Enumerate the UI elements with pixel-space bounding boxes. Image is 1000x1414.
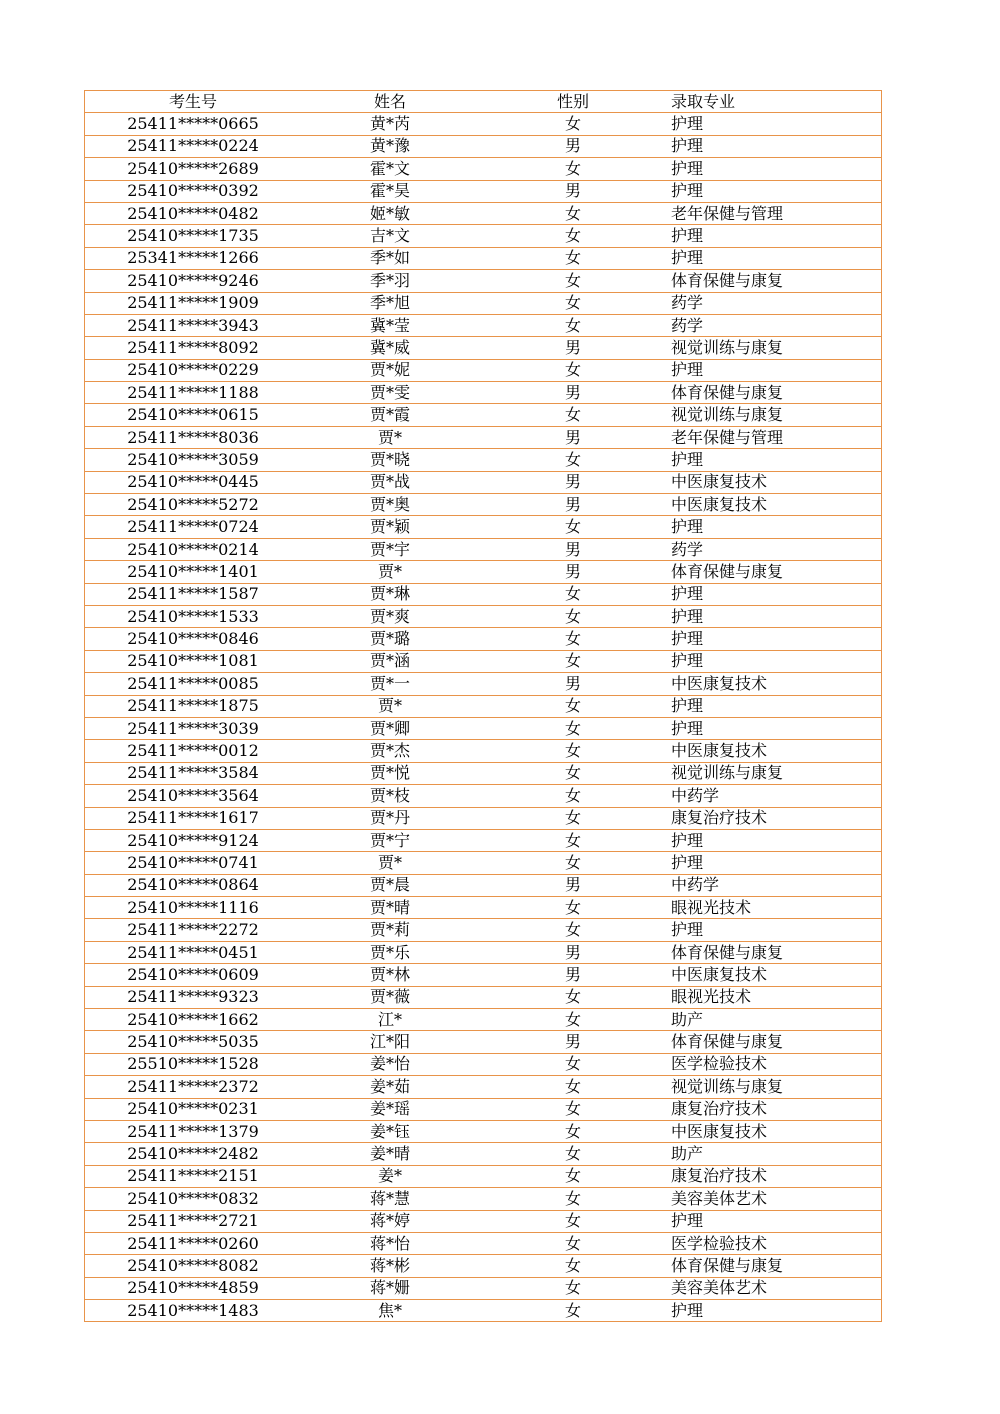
- cell-gender: 女: [479, 897, 667, 919]
- cell-exam-number: 25410*****8082: [85, 1255, 302, 1277]
- cell-major: 中医康复技术: [667, 1120, 882, 1142]
- cell-exam-number: 25410*****9246: [85, 270, 302, 292]
- table-row: [85, 1120, 882, 1142]
- cell-exam-number: 25410*****5272: [85, 494, 302, 516]
- cell-name: 贾*乐: [301, 941, 479, 963]
- cell-name: 贾*: [301, 852, 479, 874]
- cell-exam-number: 25411*****3943: [85, 314, 302, 336]
- cell-major: 护理: [667, 1300, 882, 1322]
- table-row: [85, 494, 882, 516]
- cell-major: 助产: [667, 1009, 882, 1031]
- cell-major: 视觉训练与康复: [667, 404, 882, 426]
- cell-exam-number: 25410*****5035: [85, 1031, 302, 1053]
- cell-exam-number: 25410*****1662: [85, 1009, 302, 1031]
- cell-major: 老年保健与管理: [667, 426, 882, 448]
- cell-major: 老年保健与管理: [667, 202, 882, 224]
- cell-exam-number: 25410*****2689: [85, 158, 302, 180]
- cell-major: 视觉训练与康复: [667, 762, 882, 784]
- table-row: [85, 852, 882, 874]
- table-row: [85, 225, 882, 247]
- cell-exam-number: 25411*****0451: [85, 941, 302, 963]
- cell-name: 姜*晴: [301, 1143, 479, 1165]
- table-row: [85, 941, 882, 963]
- cell-major: 中医康复技术: [667, 494, 882, 516]
- table-row: [85, 986, 882, 1008]
- table-row: [85, 1300, 882, 1322]
- table-body: [85, 113, 882, 1322]
- cell-gender: 女: [479, 762, 667, 784]
- table-row: [85, 785, 882, 807]
- cell-name: 蒋*婷: [301, 1210, 479, 1232]
- cell-name: 霍*文: [301, 158, 479, 180]
- cell-name: 贾*涵: [301, 650, 479, 672]
- cell-name: 贾*卿: [301, 717, 479, 739]
- cell-major: 眼视光技术: [667, 986, 882, 1008]
- table-row: [85, 919, 882, 941]
- table-row: [85, 202, 882, 224]
- cell-exam-number: 25411*****1379: [85, 1120, 302, 1142]
- cell-name: 贾*薇: [301, 986, 479, 1008]
- cell-gender: 女: [479, 225, 667, 247]
- cell-gender: 女: [479, 919, 667, 941]
- cell-name: 蒋*彬: [301, 1255, 479, 1277]
- cell-gender: 女: [479, 583, 667, 605]
- cell-major: 中药学: [667, 874, 882, 896]
- cell-gender: 男: [479, 1031, 667, 1053]
- cell-gender: 女: [479, 449, 667, 471]
- cell-major: 药学: [667, 314, 882, 336]
- cell-exam-number: 25410*****0214: [85, 538, 302, 560]
- cell-exam-number: 25411*****2272: [85, 919, 302, 941]
- cell-gender: 女: [479, 359, 667, 381]
- cell-name: 贾*爽: [301, 605, 479, 627]
- table-row: [85, 1210, 882, 1232]
- table-row: [85, 158, 882, 180]
- cell-name: 贾*: [301, 561, 479, 583]
- cell-gender: 女: [479, 292, 667, 314]
- cell-name: 贾*战: [301, 471, 479, 493]
- cell-exam-number: 25410*****3564: [85, 785, 302, 807]
- cell-exam-number: 25411*****3584: [85, 762, 302, 784]
- cell-name: 贾*莉: [301, 919, 479, 941]
- cell-name: 贾*一: [301, 673, 479, 695]
- cell-major: 护理: [667, 695, 882, 717]
- cell-exam-number: 25410*****0615: [85, 404, 302, 426]
- cell-exam-number: 25411*****1188: [85, 382, 302, 404]
- cell-name: 贾*: [301, 426, 479, 448]
- cell-exam-number: 25411*****0085: [85, 673, 302, 695]
- cell-exam-number: 25411*****0260: [85, 1232, 302, 1254]
- table-row: [85, 1232, 882, 1254]
- cell-name: 贾*璐: [301, 628, 479, 650]
- cell-gender: 女: [479, 1053, 667, 1075]
- cell-gender: 女: [479, 628, 667, 650]
- cell-major: 护理: [667, 449, 882, 471]
- cell-name: 贾*悦: [301, 762, 479, 784]
- cell-gender: 男: [479, 494, 667, 516]
- cell-name: 蒋*怡: [301, 1232, 479, 1254]
- table-row: [85, 628, 882, 650]
- table-row: [85, 807, 882, 829]
- cell-exam-number: 25411*****2151: [85, 1165, 302, 1187]
- cell-major: 护理: [667, 359, 882, 381]
- cell-name: 姜*钰: [301, 1120, 479, 1142]
- cell-name: 姬*敏: [301, 202, 479, 224]
- cell-major: 护理: [667, 605, 882, 627]
- table-row: [85, 740, 882, 762]
- cell-exam-number: 25411*****0665: [85, 113, 302, 135]
- cell-major: 视觉训练与康复: [667, 1076, 882, 1098]
- table-row: [85, 516, 882, 538]
- table-row: [85, 762, 882, 784]
- admission-table: [84, 90, 882, 1322]
- cell-gender: 女: [479, 158, 667, 180]
- cell-name: 季*如: [301, 247, 479, 269]
- table-row: [85, 650, 882, 672]
- cell-name: 冀*威: [301, 337, 479, 359]
- cell-major: 中医康复技术: [667, 471, 882, 493]
- cell-name: 姜*: [301, 1165, 479, 1187]
- cell-exam-number: 25411*****9323: [85, 986, 302, 1008]
- cell-gender: 女: [479, 852, 667, 874]
- cell-gender: 女: [479, 1009, 667, 1031]
- cell-major: 中医康复技术: [667, 740, 882, 762]
- cell-exam-number: 25411*****0724: [85, 516, 302, 538]
- cell-gender: 女: [479, 314, 667, 336]
- table-row: [85, 583, 882, 605]
- cell-major: 护理: [667, 247, 882, 269]
- cell-exam-number: 25510*****1528: [85, 1053, 302, 1075]
- cell-major: 护理: [667, 583, 882, 605]
- cell-major: 助产: [667, 1143, 882, 1165]
- cell-gender: 男: [479, 561, 667, 583]
- cell-major: 护理: [667, 113, 882, 135]
- cell-exam-number: 25410*****2482: [85, 1143, 302, 1165]
- header-major: 录取专业: [667, 91, 882, 113]
- cell-exam-number: 25410*****1081: [85, 650, 302, 672]
- cell-name: 贾*妮: [301, 359, 479, 381]
- cell-major: 护理: [667, 650, 882, 672]
- cell-gender: 女: [479, 516, 667, 538]
- cell-major: 药学: [667, 538, 882, 560]
- cell-exam-number: 25410*****0609: [85, 964, 302, 986]
- cell-major: 护理: [667, 628, 882, 650]
- table-row: [85, 382, 882, 404]
- table-row: [85, 561, 882, 583]
- cell-gender: 女: [479, 650, 667, 672]
- cell-name: 贾*枝: [301, 785, 479, 807]
- cell-exam-number: 25411*****8092: [85, 337, 302, 359]
- cell-major: 眼视光技术: [667, 897, 882, 919]
- table-row: [85, 1165, 882, 1187]
- table-row: [85, 717, 882, 739]
- table-row: [85, 1009, 882, 1031]
- cell-exam-number: 25410*****0741: [85, 852, 302, 874]
- cell-exam-number: 25411*****1617: [85, 807, 302, 829]
- cell-gender: 女: [479, 986, 667, 1008]
- cell-gender: 女: [479, 1210, 667, 1232]
- cell-exam-number: 25410*****0392: [85, 180, 302, 202]
- cell-gender: 女: [479, 247, 667, 269]
- cell-name: 贾*丹: [301, 807, 479, 829]
- cell-major: 护理: [667, 852, 882, 874]
- cell-exam-number: 25410*****0864: [85, 874, 302, 896]
- cell-gender: 女: [479, 785, 667, 807]
- cell-name: 贾*: [301, 695, 479, 717]
- cell-exam-number: 25410*****9124: [85, 829, 302, 851]
- cell-exam-number: 25410*****1735: [85, 225, 302, 247]
- cell-name: 贾*颖: [301, 516, 479, 538]
- cell-name: 季*羽: [301, 270, 479, 292]
- cell-name: 贾*林: [301, 964, 479, 986]
- cell-name: 江*阳: [301, 1031, 479, 1053]
- cell-name: 贾*杰: [301, 740, 479, 762]
- cell-name: 冀*莹: [301, 314, 479, 336]
- cell-name: 贾*晓: [301, 449, 479, 471]
- cell-exam-number: 25341*****1266: [85, 247, 302, 269]
- cell-name: 贾*雯: [301, 382, 479, 404]
- cell-exam-number: 25410*****1401: [85, 561, 302, 583]
- cell-name: 贾*奥: [301, 494, 479, 516]
- cell-exam-number: 25410*****1483: [85, 1300, 302, 1322]
- cell-gender: 女: [479, 1277, 667, 1299]
- cell-gender: 男: [479, 426, 667, 448]
- cell-exam-number: 25410*****0231: [85, 1098, 302, 1120]
- cell-gender: 女: [479, 695, 667, 717]
- cell-major: 中医康复技术: [667, 964, 882, 986]
- cell-exam-number: 25410*****1116: [85, 897, 302, 919]
- table-row: [85, 1031, 882, 1053]
- cell-gender: 女: [479, 1165, 667, 1187]
- cell-major: 康复治疗技术: [667, 807, 882, 829]
- table-row: [85, 874, 882, 896]
- cell-exam-number: 25410*****3059: [85, 449, 302, 471]
- cell-major: 康复治疗技术: [667, 1098, 882, 1120]
- cell-gender: 女: [479, 1255, 667, 1277]
- cell-name: 姜*茹: [301, 1076, 479, 1098]
- cell-exam-number: 25411*****1909: [85, 292, 302, 314]
- cell-name: 贾*琳: [301, 583, 479, 605]
- cell-name: 贾*晴: [301, 897, 479, 919]
- cell-gender: 男: [479, 337, 667, 359]
- cell-major: 护理: [667, 516, 882, 538]
- table-row: [85, 605, 882, 627]
- cell-exam-number: 25411*****1875: [85, 695, 302, 717]
- cell-major: 护理: [667, 135, 882, 157]
- cell-name: 贾*晨: [301, 874, 479, 896]
- cell-name: 贾*霞: [301, 404, 479, 426]
- cell-name: 季*旭: [301, 292, 479, 314]
- cell-name: 江*: [301, 1009, 479, 1031]
- cell-gender: 女: [479, 807, 667, 829]
- cell-gender: 女: [479, 1143, 667, 1165]
- cell-major: 护理: [667, 919, 882, 941]
- cell-gender: 男: [479, 673, 667, 695]
- cell-gender: 女: [479, 404, 667, 426]
- cell-exam-number: 25411*****0012: [85, 740, 302, 762]
- cell-exam-number: 25410*****0445: [85, 471, 302, 493]
- table-row: [85, 135, 882, 157]
- cell-major: 美容美体艺术: [667, 1277, 882, 1299]
- cell-major: 护理: [667, 1210, 882, 1232]
- header-exam-number: 考生号: [85, 91, 302, 113]
- table-row: [85, 1188, 882, 1210]
- cell-name: 姜*瑶: [301, 1098, 479, 1120]
- cell-gender: 女: [479, 740, 667, 762]
- cell-exam-number: 25410*****0832: [85, 1188, 302, 1210]
- table-row: [85, 270, 882, 292]
- cell-gender: 女: [479, 829, 667, 851]
- cell-gender: 女: [479, 1098, 667, 1120]
- cell-exam-number: 25411*****2721: [85, 1210, 302, 1232]
- cell-gender: 男: [479, 382, 667, 404]
- table-row: [85, 829, 882, 851]
- cell-name: 吉*文: [301, 225, 479, 247]
- table-row: [85, 292, 882, 314]
- cell-major: 体育保健与康复: [667, 382, 882, 404]
- cell-name: 姜*怡: [301, 1053, 479, 1075]
- table-row: [85, 1143, 882, 1165]
- cell-gender: 男: [479, 471, 667, 493]
- cell-gender: 女: [479, 113, 667, 135]
- cell-gender: 男: [479, 135, 667, 157]
- cell-gender: 女: [479, 1120, 667, 1142]
- cell-name: 黄*芮: [301, 113, 479, 135]
- table-row: [85, 1076, 882, 1098]
- table-row: [85, 426, 882, 448]
- cell-major: 护理: [667, 717, 882, 739]
- table-row: [85, 113, 882, 135]
- cell-exam-number: 25410*****4859: [85, 1277, 302, 1299]
- table-row: [85, 964, 882, 986]
- cell-major: 体育保健与康复: [667, 1031, 882, 1053]
- cell-gender: 女: [479, 605, 667, 627]
- cell-name: 霍*昊: [301, 180, 479, 202]
- cell-gender: 女: [479, 1076, 667, 1098]
- table-row: [85, 1053, 882, 1075]
- cell-major: 药学: [667, 292, 882, 314]
- cell-major: 护理: [667, 829, 882, 851]
- cell-major: 美容美体艺术: [667, 1188, 882, 1210]
- table-row: [85, 449, 882, 471]
- cell-major: 护理: [667, 180, 882, 202]
- cell-gender: 男: [479, 180, 667, 202]
- cell-gender: 女: [479, 270, 667, 292]
- cell-name: 贾*宁: [301, 829, 479, 851]
- cell-name: 蒋*慧: [301, 1188, 479, 1210]
- cell-exam-number: 25410*****1533: [85, 605, 302, 627]
- table-row: [85, 695, 882, 717]
- cell-name: 蒋*姗: [301, 1277, 479, 1299]
- cell-gender: 男: [479, 874, 667, 896]
- cell-gender: 女: [479, 717, 667, 739]
- cell-major: 中药学: [667, 785, 882, 807]
- header-gender: 性别: [479, 91, 667, 113]
- cell-gender: 女: [479, 1232, 667, 1254]
- cell-gender: 男: [479, 941, 667, 963]
- cell-major: 体育保健与康复: [667, 941, 882, 963]
- cell-major: 护理: [667, 225, 882, 247]
- cell-exam-number: 25410*****0229: [85, 359, 302, 381]
- cell-exam-number: 25411*****1587: [85, 583, 302, 605]
- table-row: [85, 471, 882, 493]
- cell-major: 体育保健与康复: [667, 1255, 882, 1277]
- cell-major: 中医康复技术: [667, 673, 882, 695]
- table-row: [85, 897, 882, 919]
- cell-gender: 男: [479, 964, 667, 986]
- cell-gender: 男: [479, 538, 667, 560]
- cell-gender: 女: [479, 1300, 667, 1322]
- table-row: [85, 314, 882, 336]
- table-row: [85, 1277, 882, 1299]
- table-row: [85, 337, 882, 359]
- cell-major: 体育保健与康复: [667, 561, 882, 583]
- cell-major: 医学检验技术: [667, 1232, 882, 1254]
- cell-name: 黄*豫: [301, 135, 479, 157]
- cell-exam-number: 25411*****2372: [85, 1076, 302, 1098]
- header-name: 姓名: [301, 91, 479, 113]
- cell-major: 体育保健与康复: [667, 270, 882, 292]
- table-row: [85, 247, 882, 269]
- table-row: [85, 1098, 882, 1120]
- cell-major: 康复治疗技术: [667, 1165, 882, 1187]
- cell-exam-number: 25410*****0482: [85, 202, 302, 224]
- table-row: [85, 673, 882, 695]
- cell-major: 护理: [667, 158, 882, 180]
- cell-name: 贾*宇: [301, 538, 479, 560]
- table-row: [85, 404, 882, 426]
- table-row: [85, 538, 882, 560]
- cell-exam-number: 25411*****0224: [85, 135, 302, 157]
- cell-gender: 女: [479, 202, 667, 224]
- cell-exam-number: 25410*****0846: [85, 628, 302, 650]
- cell-major: 视觉训练与康复: [667, 337, 882, 359]
- cell-gender: 女: [479, 1188, 667, 1210]
- cell-major: 医学检验技术: [667, 1053, 882, 1075]
- cell-exam-number: 25411*****8036: [85, 426, 302, 448]
- cell-name: 焦*: [301, 1300, 479, 1322]
- table-row: [85, 359, 882, 381]
- table-row: [85, 180, 882, 202]
- table-row: [85, 1255, 882, 1277]
- cell-exam-number: 25411*****3039: [85, 717, 302, 739]
- header-row: [85, 91, 882, 113]
